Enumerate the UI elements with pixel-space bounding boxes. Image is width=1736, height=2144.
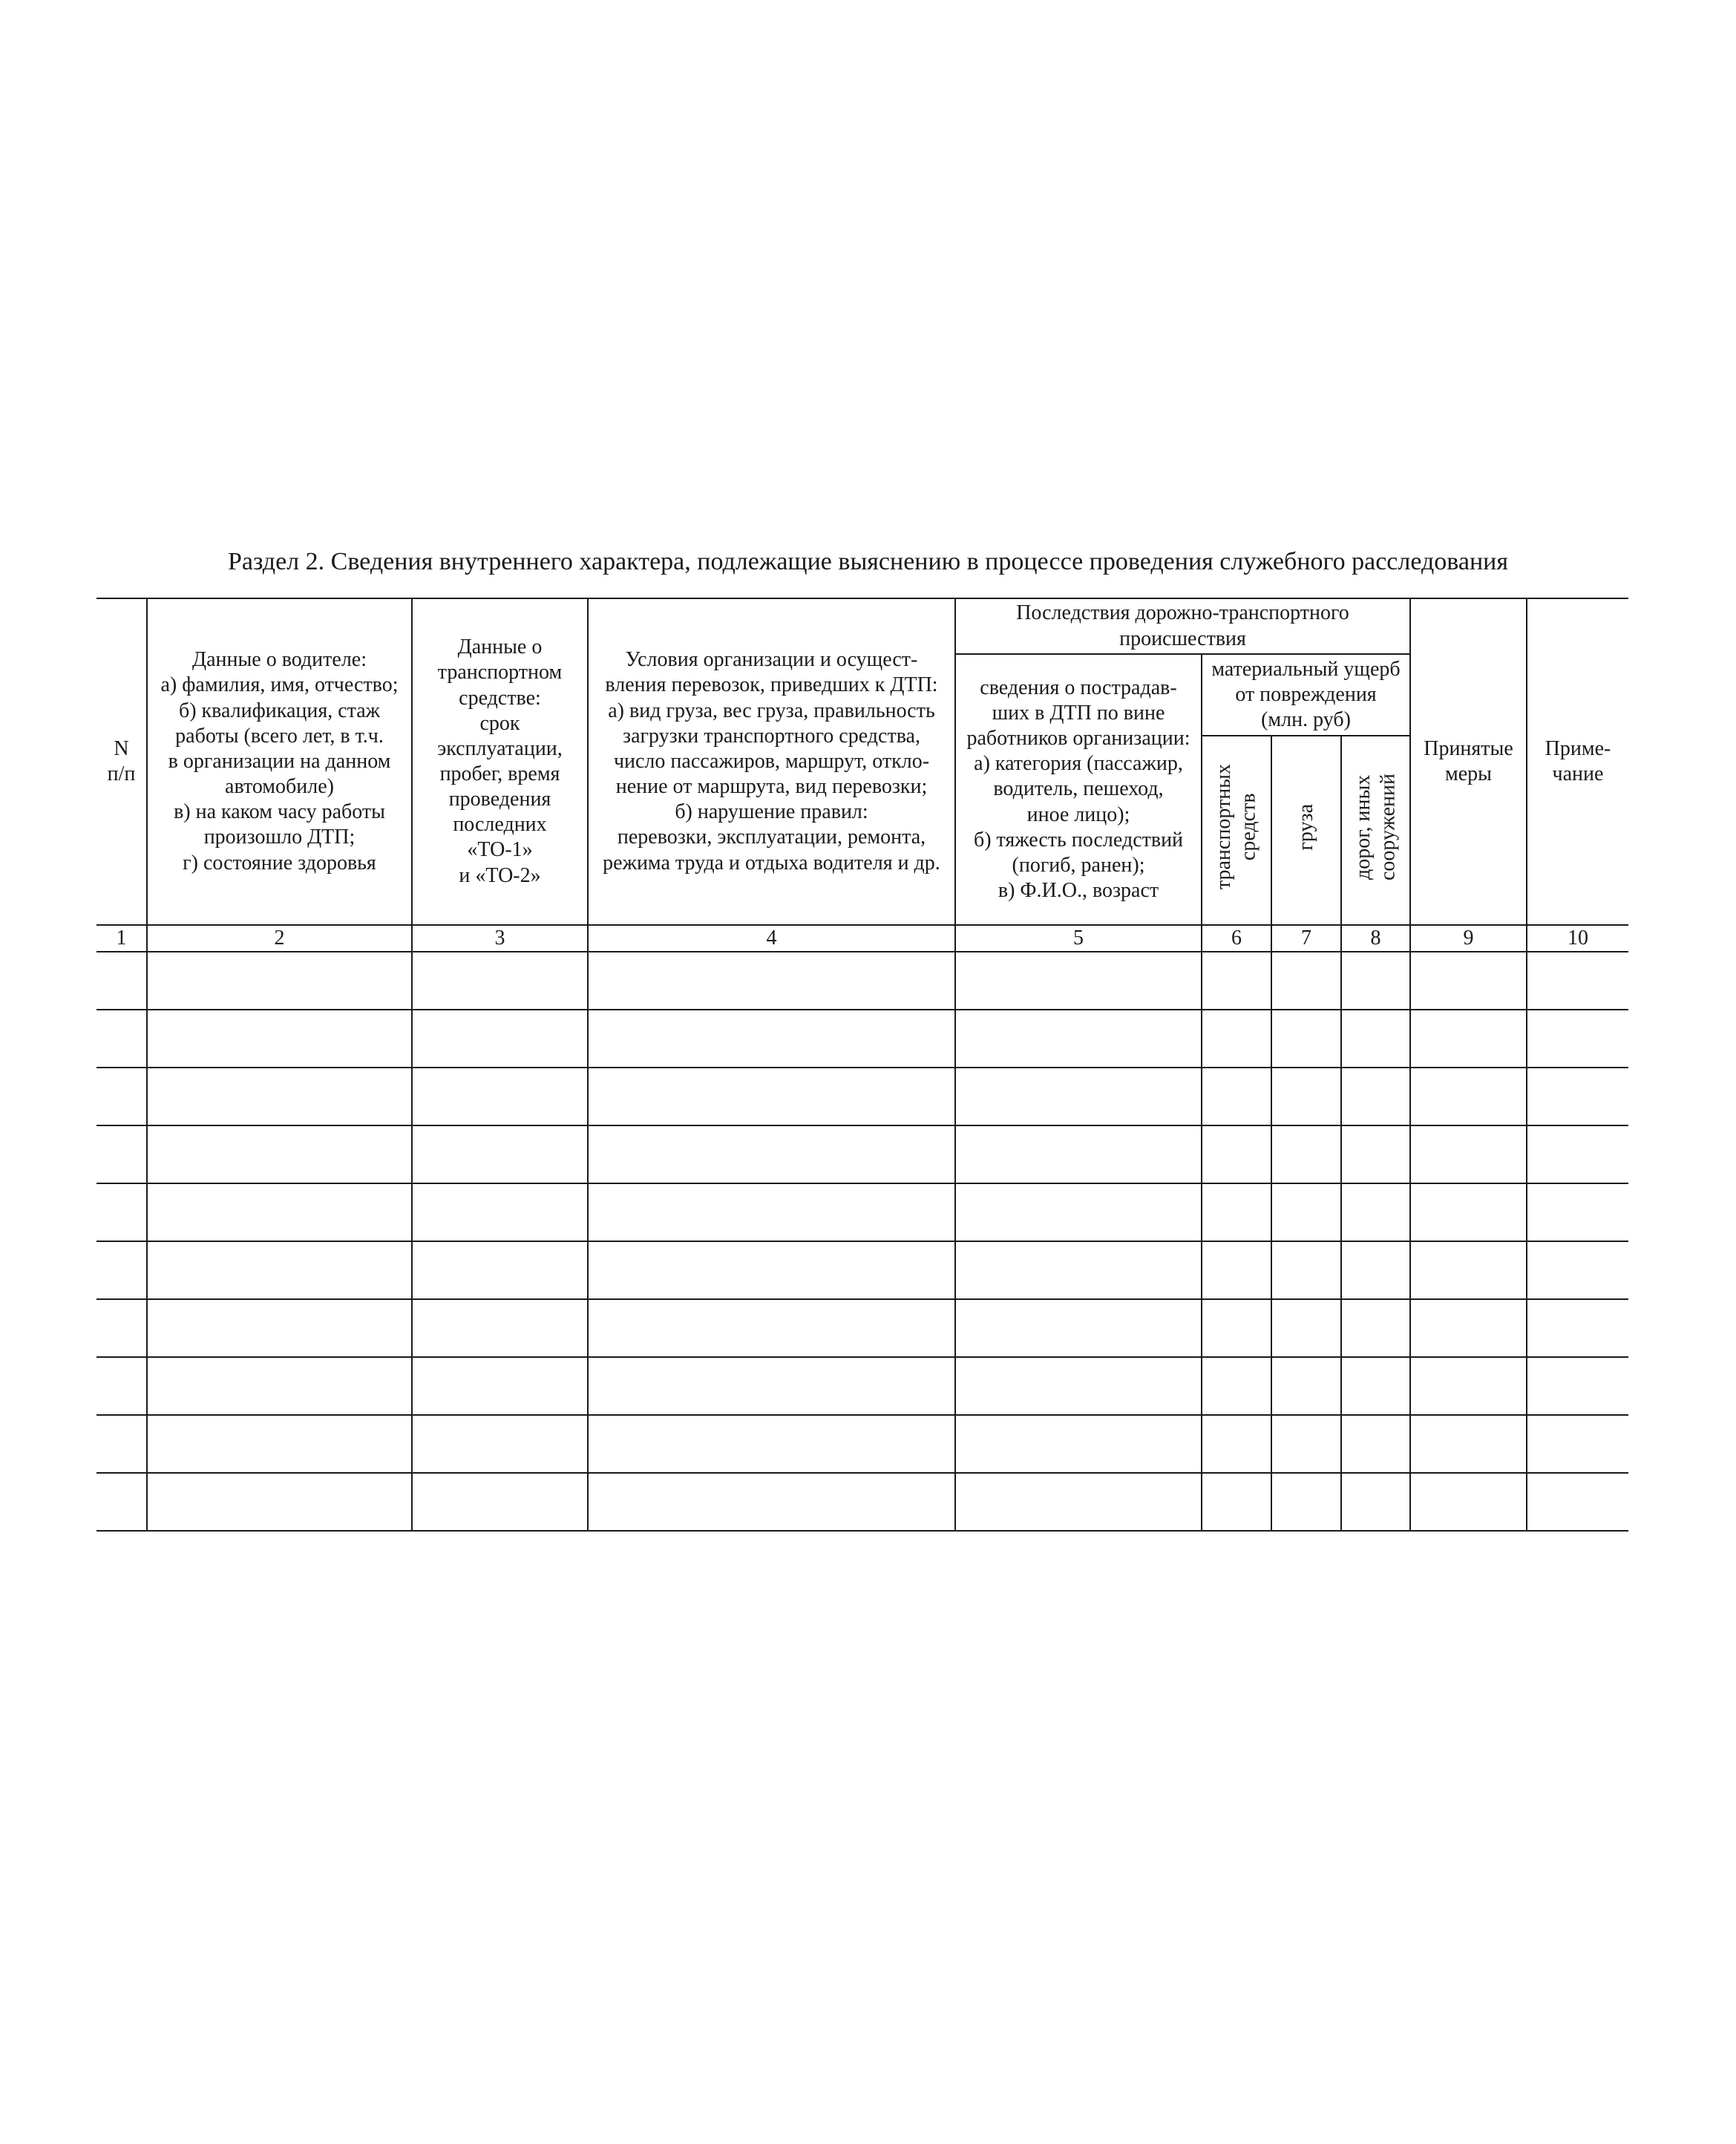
column-number: 2: [147, 925, 412, 952]
table-row: [96, 1125, 1628, 1183]
header-consequences: Последствия дорожно-транспортного происшествия: [955, 598, 1410, 654]
empty-cell[interactable]: [1202, 1183, 1271, 1241]
empty-cell[interactable]: [147, 1125, 412, 1183]
header-transport-conditions: Условия организации и осущест- вления перевозок, приведших к ДТП: а) вид груза, вес груза, правильность загрузки транспортного средства, число пассажиров, маршрут, откло- нение от маршрута, вид перевозки; б) нарушение правил: перевозки, эксплуатации, ремонта, режима труда и отдыха водителя и др.: [588, 598, 955, 925]
empty-cell[interactable]: [588, 1415, 955, 1473]
table-row: [96, 1299, 1628, 1357]
header-notes: Приме- чание: [1527, 598, 1628, 925]
empty-cell[interactable]: [955, 1125, 1202, 1183]
empty-cell[interactable]: [1410, 1125, 1527, 1183]
empty-cell[interactable]: [955, 1415, 1202, 1473]
empty-cell[interactable]: [147, 1183, 412, 1241]
column-number: 6: [1202, 925, 1271, 952]
empty-cell[interactable]: [1410, 1357, 1527, 1415]
empty-cell[interactable]: [96, 1357, 147, 1415]
empty-cell[interactable]: [1202, 1068, 1271, 1125]
empty-cell[interactable]: [1271, 1415, 1341, 1473]
empty-cell[interactable]: [1271, 1068, 1341, 1125]
empty-cell[interactable]: [412, 1125, 588, 1183]
empty-cell[interactable]: [588, 1183, 955, 1241]
header-damage-cargo: [1271, 736, 1341, 925]
empty-cell[interactable]: [147, 1068, 412, 1125]
column-number: 4: [588, 925, 955, 952]
empty-cell[interactable]: [955, 1241, 1202, 1299]
empty-cell[interactable]: [1341, 1357, 1410, 1415]
empty-cell[interactable]: [147, 1010, 412, 1068]
empty-cell[interactable]: [1527, 1473, 1628, 1531]
empty-cell[interactable]: [147, 1357, 412, 1415]
empty-cell[interactable]: [412, 1241, 588, 1299]
header-number: N п/п: [96, 598, 147, 925]
empty-cell[interactable]: [955, 1183, 1202, 1241]
column-number: 8: [1341, 925, 1410, 952]
table-row: [96, 1241, 1628, 1299]
empty-cell[interactable]: [1341, 1241, 1410, 1299]
header-damage-roads-text: дорог, иных сооружений: [1351, 773, 1400, 880]
header-damage-cargo-text: груза: [1294, 803, 1318, 851]
empty-cell[interactable]: [1410, 1415, 1527, 1473]
empty-cell[interactable]: [1271, 1125, 1341, 1183]
empty-cell[interactable]: [96, 1473, 147, 1531]
empty-cell[interactable]: [1202, 1415, 1271, 1473]
empty-cell[interactable]: [1202, 1473, 1271, 1531]
empty-cell[interactable]: [588, 1473, 955, 1531]
empty-cell[interactable]: [588, 952, 955, 1010]
empty-cell[interactable]: [1341, 1183, 1410, 1241]
empty-cell[interactable]: [1271, 1473, 1341, 1531]
empty-cell[interactable]: [412, 1068, 588, 1125]
empty-cell[interactable]: [1410, 1241, 1527, 1299]
empty-cell[interactable]: [1271, 1299, 1341, 1357]
empty-cell[interactable]: [1341, 952, 1410, 1010]
empty-cell[interactable]: [1527, 952, 1628, 1010]
column-number: 3: [412, 925, 588, 952]
empty-cell[interactable]: [1341, 1473, 1410, 1531]
empty-cell[interactable]: [955, 1010, 1202, 1068]
empty-cell[interactable]: [588, 1068, 955, 1125]
table-row: [96, 1473, 1628, 1531]
empty-cell[interactable]: [1527, 1010, 1628, 1068]
empty-cell[interactable]: [1202, 1241, 1271, 1299]
empty-cell[interactable]: [147, 952, 412, 1010]
empty-cell[interactable]: [1410, 1473, 1527, 1531]
empty-cell[interactable]: [412, 1357, 588, 1415]
empty-cell[interactable]: [588, 1299, 955, 1357]
empty-cell[interactable]: [96, 1125, 147, 1183]
empty-cell[interactable]: [955, 1357, 1202, 1415]
empty-cell[interactable]: [412, 1415, 588, 1473]
empty-cell[interactable]: [1271, 952, 1341, 1010]
header-victims-info: сведения о пострадав- ших в ДТП по вине работников организации: а) категория (пассажир, водитель, пешеход, иное лицо); б) тяжесть последствий (погиб, ранен); в) Ф.И.О., возраст: [955, 654, 1202, 925]
empty-cell[interactable]: [147, 1241, 412, 1299]
column-number: 5: [955, 925, 1202, 952]
empty-cell[interactable]: [1410, 1299, 1527, 1357]
empty-cell[interactable]: [1202, 952, 1271, 1010]
empty-cell[interactable]: [955, 1473, 1202, 1531]
empty-cell[interactable]: [1527, 1241, 1628, 1299]
empty-cell[interactable]: [147, 1415, 412, 1473]
table-row: [96, 1010, 1628, 1068]
empty-cell[interactable]: [1271, 1357, 1341, 1415]
empty-cell[interactable]: [1341, 1125, 1410, 1183]
empty-cell[interactable]: [1202, 1299, 1271, 1357]
column-number: 1: [96, 925, 147, 952]
section-title: Раздел 2. Сведения внутреннего характера, подлежащие выяснению в процессе проведения служебного расследования: [227, 548, 1509, 575]
blank-rows: [96, 952, 1628, 1531]
empty-cell[interactable]: [588, 1010, 955, 1068]
table-row: [96, 952, 1628, 1010]
empty-cell[interactable]: [1527, 1183, 1628, 1241]
empty-cell[interactable]: [955, 952, 1202, 1010]
empty-cell[interactable]: [1341, 1299, 1410, 1357]
empty-cell[interactable]: [1341, 1415, 1410, 1473]
empty-cell[interactable]: [1341, 1068, 1410, 1125]
empty-cell[interactable]: [96, 1010, 147, 1068]
column-number: 9: [1410, 925, 1527, 952]
column-number: 10: [1527, 925, 1628, 952]
empty-cell[interactable]: [96, 1241, 147, 1299]
table-row: [96, 1357, 1628, 1415]
header-driver-data: Данные о водителе: а) фамилия, имя, отчество; б) квалификация, стаж работы (всего лет, в т.ч. в организации на данном автомобиле) в) на каком часу работы произошло ДТП; г) состояние здоровья: [147, 598, 412, 925]
header-measures-taken: Принятые меры: [1410, 598, 1527, 925]
empty-cell[interactable]: [412, 952, 588, 1010]
empty-cell[interactable]: [1410, 1068, 1527, 1125]
empty-cell[interactable]: [147, 1299, 412, 1357]
empty-cell[interactable]: [412, 1010, 588, 1068]
header-damage-roads: [1341, 736, 1410, 925]
empty-cell[interactable]: [96, 952, 147, 1010]
empty-cell[interactable]: [1202, 1010, 1271, 1068]
empty-cell[interactable]: [1271, 1183, 1341, 1241]
empty-cell[interactable]: [96, 1299, 147, 1357]
empty-cell[interactable]: [412, 1299, 588, 1357]
empty-cell[interactable]: [1527, 1068, 1628, 1125]
empty-cell[interactable]: [1341, 1010, 1410, 1068]
empty-cell[interactable]: [1410, 1010, 1527, 1068]
empty-cell[interactable]: [1271, 1010, 1341, 1068]
table-row: [96, 1415, 1628, 1473]
empty-cell[interactable]: [1527, 1357, 1628, 1415]
empty-cell[interactable]: [96, 1068, 147, 1125]
empty-cell[interactable]: [96, 1183, 147, 1241]
empty-cell[interactable]: [1527, 1125, 1628, 1183]
header-damage-vehicles-text: транспортных средств: [1212, 764, 1260, 890]
empty-cell[interactable]: [588, 1125, 955, 1183]
investigation-table: [96, 598, 1628, 1532]
table-row: [96, 1183, 1628, 1241]
empty-cell[interactable]: [588, 1357, 955, 1415]
empty-cell[interactable]: [1527, 1415, 1628, 1473]
empty-cell[interactable]: [1271, 1241, 1341, 1299]
header-vehicle-data: Данные о транспортном средстве: срок эксплуатации, пробег, время проведения последних «ТО-1» и «ТО-2»: [412, 598, 588, 925]
header-damage-vehicles: [1202, 736, 1271, 925]
header-material-damage: материальный ущерб от повреждения (млн. руб): [1202, 654, 1410, 736]
empty-cell[interactable]: [1527, 1299, 1628, 1357]
empty-cell[interactable]: [412, 1183, 588, 1241]
table-row: [96, 1068, 1628, 1125]
empty-cell[interactable]: [1410, 1183, 1527, 1241]
empty-cell[interactable]: [1410, 952, 1527, 1010]
empty-cell[interactable]: [1202, 1357, 1271, 1415]
empty-cell[interactable]: [412, 1473, 588, 1531]
empty-cell[interactable]: [955, 1068, 1202, 1125]
column-number: 7: [1271, 925, 1341, 952]
empty-cell[interactable]: [588, 1241, 955, 1299]
empty-cell[interactable]: [147, 1473, 412, 1531]
empty-cell[interactable]: [955, 1299, 1202, 1357]
empty-cell[interactable]: [96, 1415, 147, 1473]
empty-cell[interactable]: [1202, 1125, 1271, 1183]
